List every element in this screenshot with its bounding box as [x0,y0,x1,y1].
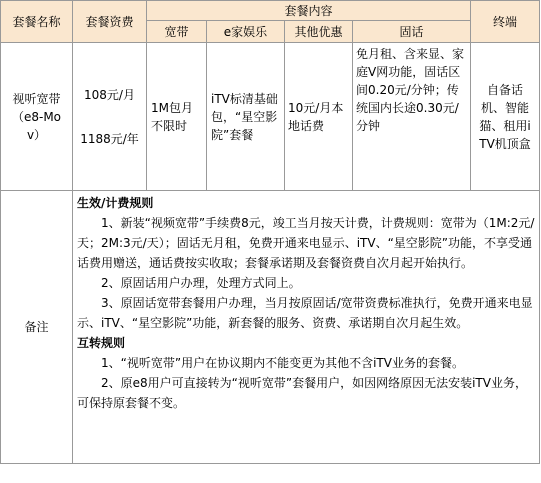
header-plan-content: 套餐内容 [147,1,471,21]
notes-section1-title: 生效/计费规则 [77,196,154,210]
notes-section1-p3: 3、原固话宽带套餐用户办理，当月按原固话/宽带资费标准执行，免费开通来电显示、iTV、“星空影院”功能，新套餐的服务、资费、承诺期自次月起生效。 [77,296,533,330]
notes-section2-p1: 1、“视听宽带”用户在协议期内不能变更为其他不含iTV业务的套餐。 [101,356,464,370]
notes-section1-p2: 2、原固话用户办理，处理方式同上。 [101,276,301,290]
plan-name-cell: 视听宽带（e8-Mov） [1,43,73,191]
notes-section1-p1: 1、新装“视频宽带”手续费8元，竣工当月按天计费，计费规则：宽带为（1M:2元/天；2M:3元/天）；固话无月租，免费开通来电显示、iTV、“星空影院”功能，不享受通话费用赠送，通话费按实收取；套餐承诺期及套餐资费自次月起开始执行。 [77,216,535,270]
fee-yearly: 1188元/年 [80,131,139,146]
header-other-offers: 其他优惠 [285,21,353,43]
notes-content-cell [73,191,540,464]
header-broadband: 宽带 [147,21,207,43]
plan-entertainment-cell: iTV标清基础包，“星空影院”套餐 [207,43,285,191]
plan-terminal-cell: 自备话机、智能猫、租用iTV机顶盒 [471,43,540,191]
fee-monthly: 108元/月 [84,87,135,102]
header-landline: 固话 [353,21,471,43]
plan-row [1,43,540,191]
fee-gap [73,104,146,130]
plan-landline-cell: 免月租、含来显、家庭V网功能，固话区间0.20元/分钟；传统国内长途0.30元/分钟 [353,43,471,191]
header-e-home-entertainment: e家娱乐 [207,21,285,43]
header-row-1 [1,1,540,21]
plan-broadband-cell: 1M包月不限时 [147,43,207,191]
notes-label-cell: 备注 [1,191,73,464]
header-plan-fee: 套餐资费 [73,1,147,43]
notes-section2-title: 互转规则 [77,336,126,350]
header-terminal: 终端 [471,1,540,43]
plan-other-offers-cell: 10元/月本地话费 [285,43,353,191]
header-plan-name: 套餐名称 [1,1,73,43]
plan-fee-cell [73,43,147,191]
notes-row [1,191,540,464]
notes-section2-p2: 2、原e8用户可直接转为“视听宽带”套餐用户，如因网络原因无法安装iTV业务，可保持原套餐不变。 [77,376,527,410]
